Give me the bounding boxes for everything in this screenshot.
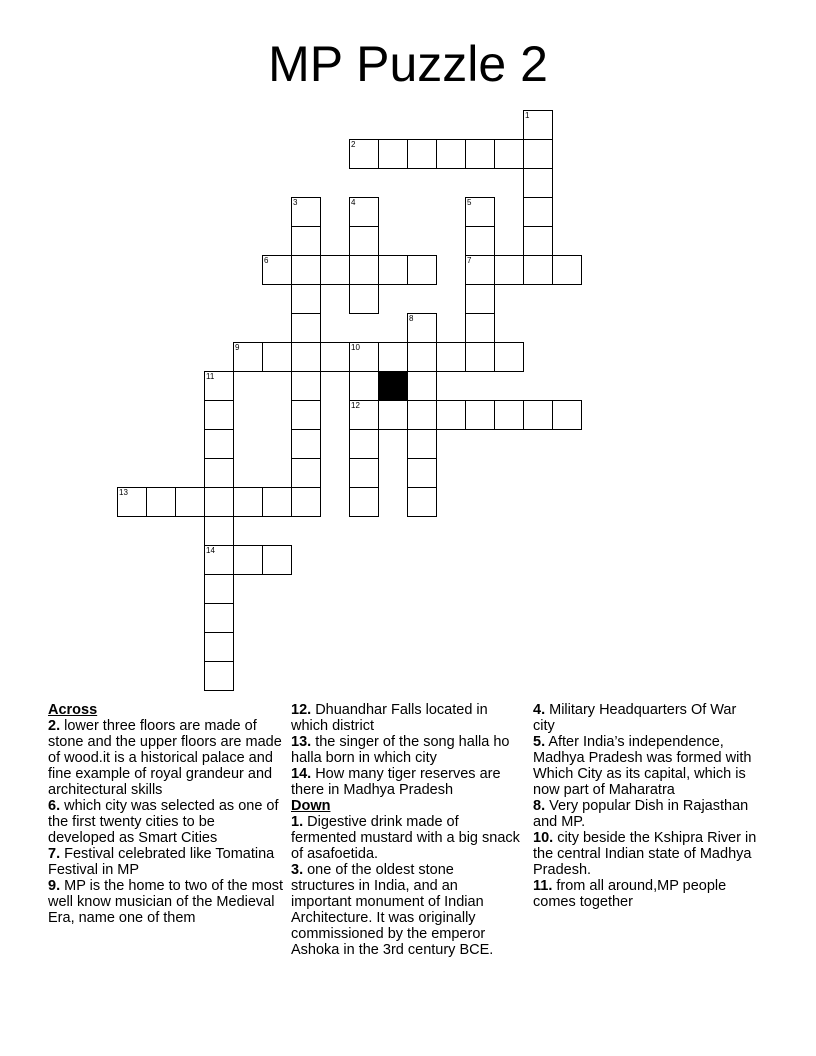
cell-number: 11 (206, 372, 215, 381)
grid-cell[interactable] (552, 255, 582, 285)
grid-cell[interactable] (494, 342, 524, 372)
grid-cell[interactable] (349, 284, 379, 314)
clue-across-14 (291, 766, 521, 798)
cell-number: 6 (264, 256, 269, 265)
grid-cell[interactable] (407, 255, 437, 285)
grid-cell[interactable] (262, 342, 292, 372)
grid-cell[interactable] (117, 487, 147, 517)
grid-cell[interactable] (349, 429, 379, 459)
grid-cell[interactable] (291, 342, 321, 372)
cell-number: 5 (467, 198, 472, 207)
clue-text: How many tiger reserves are there in Madhya Pradesh (291, 766, 501, 798)
cell-number: 10 (351, 343, 360, 352)
grid-cell[interactable] (436, 342, 466, 372)
grid-cell[interactable] (349, 255, 379, 285)
grid-cell[interactable] (291, 429, 321, 459)
clue-number: 4. (533, 702, 546, 718)
grid-cell[interactable] (407, 313, 437, 343)
grid-cell[interactable] (465, 226, 495, 256)
cell-number: 4 (351, 198, 356, 207)
grid-cell[interactable] (465, 197, 495, 227)
grid-cell[interactable] (262, 255, 292, 285)
cell-number: 2 (351, 140, 356, 149)
black-cell (378, 371, 408, 401)
clues-column-2 (291, 702, 521, 958)
grid-cell[interactable] (291, 226, 321, 256)
grid-cell[interactable] (523, 226, 553, 256)
grid-cell[interactable] (204, 516, 234, 546)
grid-cell[interactable] (378, 139, 408, 169)
grid-cell[interactable] (465, 255, 495, 285)
grid-cell[interactable] (407, 458, 437, 488)
clue-number: 13. (291, 734, 312, 750)
grid-cell[interactable] (204, 400, 234, 430)
clue-down-8 (533, 798, 759, 830)
clue-number: 10. (533, 830, 554, 846)
clue-across-13 (291, 734, 521, 766)
grid-cell[interactable] (523, 110, 553, 140)
grid-cell[interactable] (204, 487, 234, 517)
grid-cell[interactable] (204, 632, 234, 662)
clue-down-10 (533, 830, 759, 878)
clue-down-5 (533, 734, 759, 798)
grid-cell[interactable] (291, 487, 321, 517)
grid-cell[interactable] (465, 400, 495, 430)
clue-across-6 (48, 798, 284, 846)
grid-cell[interactable] (407, 139, 437, 169)
grid-cell[interactable] (523, 255, 553, 285)
grid-cell[interactable] (494, 139, 524, 169)
clue-down-11 (533, 878, 759, 910)
grid-cell[interactable] (175, 487, 205, 517)
grid-cell[interactable] (349, 458, 379, 488)
puzzle-title: MP Puzzle 2 (268, 36, 548, 92)
grid-cell[interactable] (204, 661, 234, 691)
clue-text: After India’s independence, Madhya Pradesh was formed with Which City as its capital, which is now part of Maharatra (533, 734, 752, 798)
grid-cell[interactable] (349, 342, 379, 372)
grid-cell[interactable] (494, 400, 524, 430)
grid-cell[interactable] (407, 400, 437, 430)
grid-cell[interactable] (262, 487, 292, 517)
clue-text: one of the oldest stone structures in India, and an important monument of Indian Architecture. It was originally commissioned by the emperor Ashoka in the 3rd century BCE. (291, 862, 494, 958)
grid-cell[interactable] (204, 429, 234, 459)
grid-cell[interactable] (349, 487, 379, 517)
grid-cell[interactable] (349, 197, 379, 227)
grid-cell[interactable] (349, 139, 379, 169)
grid-cell[interactable] (465, 139, 495, 169)
clue-text: Very popular Dish in Rajasthan and MP. (533, 798, 749, 830)
clue-across-12 (291, 702, 521, 734)
grid-cell[interactable] (523, 168, 553, 198)
cell-number: 14 (206, 546, 215, 555)
clue-text: from all around,MP people comes together (533, 878, 727, 910)
grid-cell[interactable] (378, 400, 408, 430)
grid-cell[interactable] (204, 371, 234, 401)
grid-cell[interactable] (204, 458, 234, 488)
grid-cell[interactable] (407, 371, 437, 401)
grid-cell[interactable] (233, 545, 263, 575)
clue-number: 2. (48, 718, 61, 734)
grid-cell[interactable] (407, 342, 437, 372)
grid-cell[interactable] (523, 400, 553, 430)
grid-cell[interactable] (349, 400, 379, 430)
grid-cell[interactable] (204, 574, 234, 604)
clue-down-1 (291, 814, 521, 862)
clue-text: Digestive drink made of fermented mustard with a big snack of asafoetida. (291, 814, 520, 862)
grid-cell[interactable] (291, 313, 321, 343)
clue-number: 9. (48, 878, 61, 894)
clue-number: 8. (533, 798, 546, 814)
grid-cell[interactable] (523, 197, 553, 227)
cell-number: 3 (293, 198, 298, 207)
cell-number: 1 (525, 111, 530, 120)
grid-cell[interactable] (349, 226, 379, 256)
clue-text: Military Headquarters Of War city (533, 702, 737, 734)
grid-cell[interactable] (436, 139, 466, 169)
clues-column-3 (533, 702, 759, 910)
across-heading: Across (48, 702, 98, 718)
clue-down-3 (291, 862, 521, 958)
clue-number: 7. (48, 846, 61, 862)
grid-cell[interactable] (436, 400, 466, 430)
clue-number: 12. (291, 702, 312, 718)
clue-number: 5. (533, 734, 546, 750)
clue-text: lower three floors are made of stone and the upper floors are made of wood.it is a historical palace and fine example of royal grandeur and architectural skills (48, 718, 282, 798)
clue-text: Festival celebrated like Tomatina Festival in MP (48, 846, 275, 878)
cell-number: 8 (409, 314, 414, 323)
grid-cell[interactable] (291, 400, 321, 430)
clue-across-7 (48, 846, 284, 878)
clue-across-9 (48, 878, 284, 926)
clue-text: MP is the home to two of the most well know musician of the Medieval Era, name one of them (48, 878, 284, 926)
clue-number: 14. (291, 766, 312, 782)
clue-number: 3. (291, 862, 304, 878)
grid-cell[interactable] (378, 255, 408, 285)
grid-cell[interactable] (146, 487, 176, 517)
clue-number: 11. (533, 878, 553, 894)
grid-cell[interactable] (465, 284, 495, 314)
grid-cell[interactable] (552, 400, 582, 430)
clue-text: which city was selected as one of the first twenty cities to be developed as Smart Cities (48, 798, 279, 846)
grid-cell[interactable] (407, 487, 437, 517)
grid-cell[interactable] (204, 603, 234, 633)
grid-cell[interactable] (320, 255, 350, 285)
grid-cell[interactable] (320, 342, 350, 372)
grid-cell[interactable] (291, 371, 321, 401)
grid-cell[interactable] (262, 545, 292, 575)
grid-cell[interactable] (465, 313, 495, 343)
grid-cell[interactable] (523, 139, 553, 169)
grid-cell[interactable] (291, 255, 321, 285)
clue-text: Dhuandhar Falls located in which district (291, 702, 488, 734)
down-heading: Down (291, 798, 331, 814)
clues-column-1 (48, 702, 284, 926)
grid-cell[interactable] (349, 371, 379, 401)
grid-cell[interactable] (494, 255, 524, 285)
grid-cell[interactable] (407, 429, 437, 459)
cell-number: 7 (467, 256, 472, 265)
clue-across-2 (48, 718, 284, 798)
grid-cell[interactable] (204, 545, 234, 575)
cell-number: 9 (235, 343, 240, 352)
grid-cell[interactable] (291, 458, 321, 488)
clue-text: the singer of the song halla ho halla born in which city (291, 734, 510, 766)
cell-number: 12 (351, 401, 360, 410)
cell-number: 13 (119, 488, 128, 497)
grid-cell[interactable] (465, 342, 495, 372)
grid-cell[interactable] (291, 197, 321, 227)
grid-cell[interactable] (378, 342, 408, 372)
grid-cell[interactable] (233, 487, 263, 517)
clue-number: 6. (48, 798, 61, 814)
grid-cell[interactable] (291, 284, 321, 314)
clue-number: 1. (291, 814, 304, 830)
grid-cell[interactable] (233, 342, 263, 372)
clue-down-4 (533, 702, 759, 734)
clue-text: city beside the Kshipra River in the central Indian state of Madhya Pradesh. (533, 830, 757, 878)
